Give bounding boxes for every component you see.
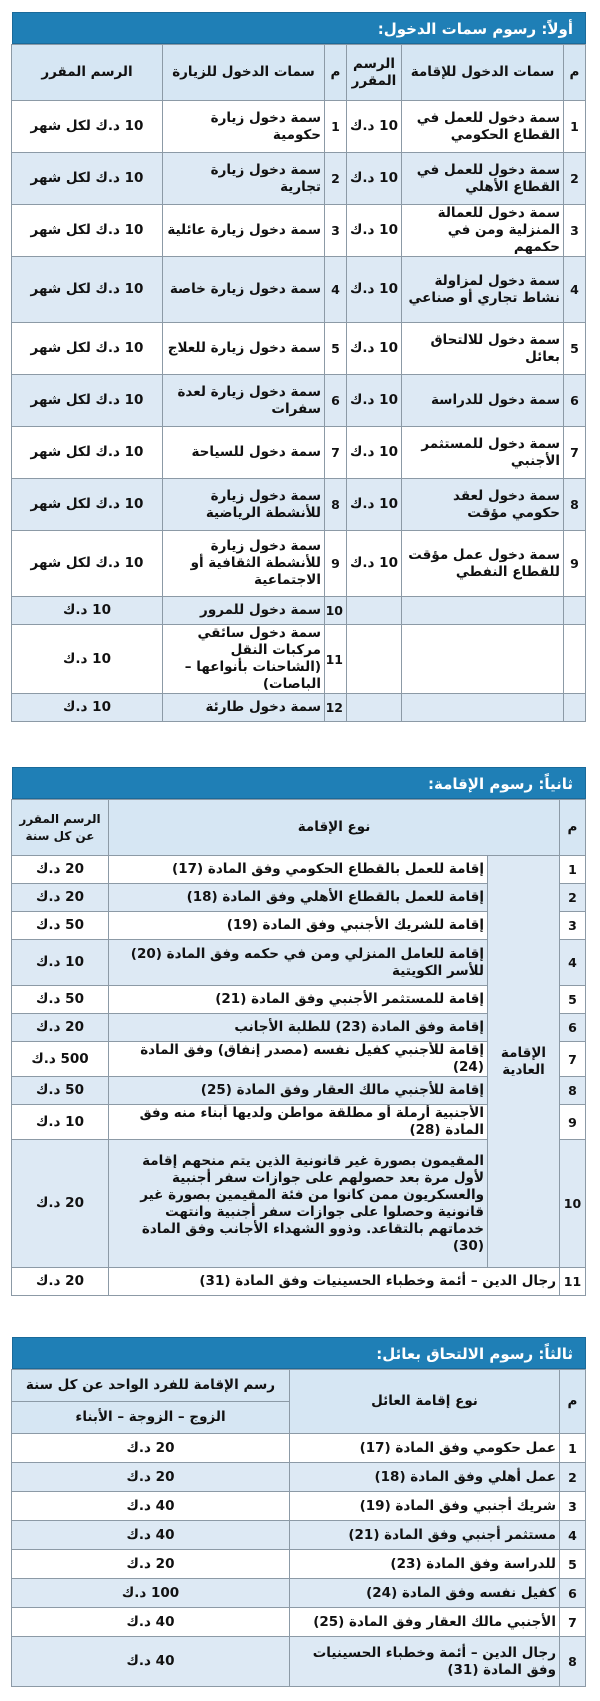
visit-visa-name: سمة دخول للسياحة [163,427,325,479]
entry-visa-table [11,44,586,722]
dependent-section [12,1337,586,1687]
residence-visa-name: سمة دخول للمستثمر الأجنبي [402,427,564,479]
residence-visa-name: سمة دخول للالتحاق بعائل [402,323,564,375]
row-index: 5 [560,1550,586,1579]
residence-type-text: إقامة للمستثمر الأجنبي وفق المادة (21) [109,986,488,1014]
row-index: 2 [560,884,586,912]
visit-visa-name: سمة دخول للمرور [163,597,325,625]
row-fee [347,597,402,625]
row-fee: 10 د.ك لكل شهر [12,375,163,427]
visit-visa-name: سمة دخول زيارة تجارية [163,153,325,205]
row-index: 10 [560,1140,586,1268]
row-fee: 10 د.ك [347,479,402,531]
table-row [12,597,586,625]
sponsor-type-text: للدراسة وفق المادة (23) [290,1550,560,1579]
col-header-index: م [560,1370,586,1434]
col-header-sponsor-type: نوع إقامة العائل [290,1370,560,1434]
row-fee: 10 د.ك [12,940,109,986]
sponsor-type-text: عمل حكومي وفق المادة (17) [290,1434,560,1463]
residence-visa-name: سمة دخول للعمل في القطاع الأهلي [402,153,564,205]
row-index: 7 [560,1608,586,1637]
visit-visa-name: سمة دخول زيارة للأنشطة الرياضية [163,479,325,531]
table-row [12,1550,586,1579]
visit-visa-name: سمة دخول طارئة [163,694,325,722]
row-fee: 10 د.ك لكل شهر [12,257,163,323]
residence-type-text: الأجنبية أرملة أو مطلقة مواطن ولديها أبناء منه وفق المادة (28) [109,1105,488,1140]
residence-type-text: إقامة للشريك الأجنبي وفق المادة (19) [109,912,488,940]
dependent-table [11,1369,586,1687]
row-fee: 10 د.ك [12,625,163,694]
row-index: 11 [325,625,347,694]
col-header-residence-visa: سمات الدخول للإقامة [402,45,564,101]
row-index: 2 [560,1463,586,1492]
visit-visa-name: سمة دخول زيارة للعلاج [163,323,325,375]
row-fee: 10 د.ك لكل شهر [12,323,163,375]
row-fee: 10 د.ك [347,101,402,153]
col-header-fee: الرسم المقرر عن كل سنة [12,800,109,856]
row-fee: 10 د.ك [12,694,163,722]
residence-type-text: إقامة للعامل المنزلي ومن في حكمه وفق المادة (20) للأسر الكويتية [109,940,488,986]
row-fee: 50 د.ك [12,1077,109,1105]
row-index: 10 [325,597,347,625]
residence-visa-name [402,694,564,722]
row-fee: 20 د.ك [12,1268,109,1296]
row-index: 6 [560,1014,586,1042]
row-fee: 10 د.ك [347,531,402,597]
row-fee: 10 د.ك [12,1105,109,1140]
sponsor-type-text: مستثمر أجنبي وفق المادة (21) [290,1521,560,1550]
row-fee: 10 د.ك لكل شهر [12,427,163,479]
row-index: 5 [325,323,347,375]
col-header-fee-subtitle: الزوج – الزوجة – الأبناء [12,1402,290,1434]
row-fee: 10 د.ك [347,153,402,205]
row-index: 4 [325,257,347,323]
row-fee: 10 د.ك لكل شهر [12,479,163,531]
residence-type-text: إقامة وفق المادة (23) للطلبة الأجانب [109,1014,488,1042]
row-fee [347,694,402,722]
residence-group-label: الإقامة العادية [488,856,560,1268]
dependent-section-title: ثالثاً: رسوم الالتحاق بعائل: [12,1337,586,1369]
row-index: 1 [325,101,347,153]
residence-type-text: إقامة للعمل بالقطاع الأهلي وفق المادة (18) [109,884,488,912]
table-row [12,1434,586,1463]
visit-visa-name: سمة دخول زيارة لعدة سفرات [163,375,325,427]
row-index: 2 [325,153,347,205]
table-row [12,625,586,694]
table-row [12,323,586,375]
row-index: 7 [560,1042,586,1077]
row-fee: 20 د.ك [12,1140,109,1268]
residence-type-text: المقيمون بصورة غير قانونية الذين يتم منحهم إقامة لأول مرة بعد حصولهم على جوازات سفر أجنبية والعسكريون ممن كانوا من فئة المقيمين بصورة غير قانونية وحصلوا على جوازات سفر أجنبية وانتهت خدماتهم بالتقاعد. وذوو الشهداء الأجانب وفق المادة (30) [109,1140,488,1268]
sponsor-type-text: الأجنبي مالك العقار وفق المادة (25) [290,1608,560,1637]
row-fee: 40 د.ك [12,1521,290,1550]
sponsor-type-text: رجال الدين – أئمة وخطباء الحسينيات وفق المادة (31) [290,1637,560,1687]
row-index: 9 [560,1105,586,1140]
residence-visa-name: سمة دخول للعمالة المنزلية ومن في حكمهم [402,205,564,257]
table-row [12,694,586,722]
table-row [12,1463,586,1492]
row-fee: 20 د.ك [12,1550,290,1579]
table-row [12,1521,586,1550]
row-fee: 20 د.ك [12,1463,290,1492]
row-index: 5 [564,323,586,375]
col-header-residence-type: نوع الإقامة [109,800,560,856]
row-fee: 10 د.ك [347,427,402,479]
residence-visa-name: سمة دخول لمزاولة نشاط تجاري أو صناعي [402,257,564,323]
row-fee: 40 د.ك [12,1492,290,1521]
row-fee: 10 د.ك [12,597,163,625]
row-index: 3 [560,912,586,940]
col-header-fee: الرسم المقرر [12,45,163,101]
table-row [12,257,586,323]
row-index: 2 [564,153,586,205]
row-index [564,625,586,694]
row-fee: 40 د.ك [12,1608,290,1637]
row-fee: 100 د.ك [12,1579,290,1608]
residence-visa-name: سمة دخول عمل مؤقت للقطاع النفطي [402,531,564,597]
residence-type-text: رجال الدين – أئمة وخطباء الحسينيات وفق المادة (31) [109,1268,560,1296]
row-fee: 20 د.ك [12,856,109,884]
row-fee: 10 د.ك لكل شهر [12,205,163,257]
table-row [12,205,586,257]
row-index: 3 [325,205,347,257]
row-index: 3 [560,1492,586,1521]
row-fee: 10 د.ك [347,257,402,323]
table-row [12,1579,586,1608]
table-row [12,856,586,884]
row-index: 4 [564,257,586,323]
col-header-visit-visa: سمات الدخول للزيارة [163,45,325,101]
row-index: 4 [560,1521,586,1550]
sponsor-type-text: كفيل نفسه وفق المادة (24) [290,1579,560,1608]
table-row [12,1608,586,1637]
row-fee [347,625,402,694]
row-index: 3 [564,205,586,257]
row-index: 4 [560,940,586,986]
table-row [12,1492,586,1521]
col-header-fee: رسم الإقامة للفرد الواحد عن كل سنة [12,1370,290,1402]
residence-type-text: إقامة للأجنبي مالك العقار وفق المادة (25) [109,1077,488,1105]
residence-type-text: إقامة للعمل بالقطاع الحكومي وفق المادة (17) [109,856,488,884]
row-fee: 50 د.ك [12,912,109,940]
row-index: 8 [325,479,347,531]
residence-visa-name: سمة دخول للعمل في القطاع الحكومي [402,101,564,153]
table-row [12,479,586,531]
sponsor-type-text: عمل أهلي وفق المادة (18) [290,1463,560,1492]
residence-table [11,799,586,1296]
row-index: 6 [325,375,347,427]
table-row [12,531,586,597]
row-fee: 10 د.ك [347,375,402,427]
row-fee: 500 د.ك [12,1042,109,1077]
row-index: 6 [564,375,586,427]
row-index: 7 [564,427,586,479]
visit-visa-name: سمة دخول زيارة خاصة [163,257,325,323]
entry-visa-section-title: أولاً: رسوم سمات الدخول: [12,12,586,44]
entry-visa-section [12,12,586,722]
residence-visa-name: سمة دخول للدراسة [402,375,564,427]
table-row [12,1637,586,1687]
row-index: 8 [564,479,586,531]
row-index: 11 [560,1268,586,1296]
row-index: 8 [560,1077,586,1105]
col-header-index: م [325,45,347,101]
row-index: 7 [325,427,347,479]
row-fee: 10 د.ك لكل شهر [12,153,163,205]
visit-visa-name: سمة دخول سائقي مركبات النقل (الشاحنات بأنواعها – الباصات) [163,625,325,694]
visit-visa-name: سمة دخول زيارة للأنشطة الثقافية أو الاجتماعية [163,531,325,597]
residence-section [12,767,586,1296]
row-fee: 10 د.ك لكل شهر [12,101,163,153]
col-header-index: م [564,45,586,101]
row-index: 6 [560,1579,586,1608]
row-fee: 20 د.ك [12,884,109,912]
row-index: 8 [560,1637,586,1687]
row-fee: 20 د.ك [12,1014,109,1042]
table-row [12,101,586,153]
row-fee: 10 د.ك لكل شهر [12,531,163,597]
table-row [12,375,586,427]
row-fee: 20 د.ك [12,1434,290,1463]
residence-type-text: إقامة للأجنبي كفيل نفسه (مصدر إنفاق) وفق المادة (24) [109,1042,488,1077]
row-fee: 40 د.ك [12,1637,290,1687]
row-index: 1 [560,1434,586,1463]
residence-visa-name: سمة دخول لعقد حكومي مؤقت [402,479,564,531]
row-index: 1 [560,856,586,884]
col-header-index: م [560,800,586,856]
row-index [564,597,586,625]
visit-visa-name: سمة دخول زيارة حكومية [163,101,325,153]
residence-section-title: ثانياً: رسوم الإقامة: [12,767,586,799]
row-index [564,694,586,722]
row-index: 9 [325,531,347,597]
table-row [12,427,586,479]
row-fee: 10 د.ك [347,205,402,257]
row-index: 5 [560,986,586,1014]
col-header-fee: الرسم المقرر [347,45,402,101]
row-fee: 10 د.ك [347,323,402,375]
row-fee: 50 د.ك [12,986,109,1014]
table-row [12,1268,586,1296]
sponsor-type-text: شريك أجنبي وفق المادة (19) [290,1492,560,1521]
table-row [12,153,586,205]
row-index: 1 [564,101,586,153]
visit-visa-name: سمة دخول زيارة عائلية [163,205,325,257]
residence-visa-name [402,625,564,694]
row-index: 9 [564,531,586,597]
row-index: 12 [325,694,347,722]
residence-visa-name [402,597,564,625]
